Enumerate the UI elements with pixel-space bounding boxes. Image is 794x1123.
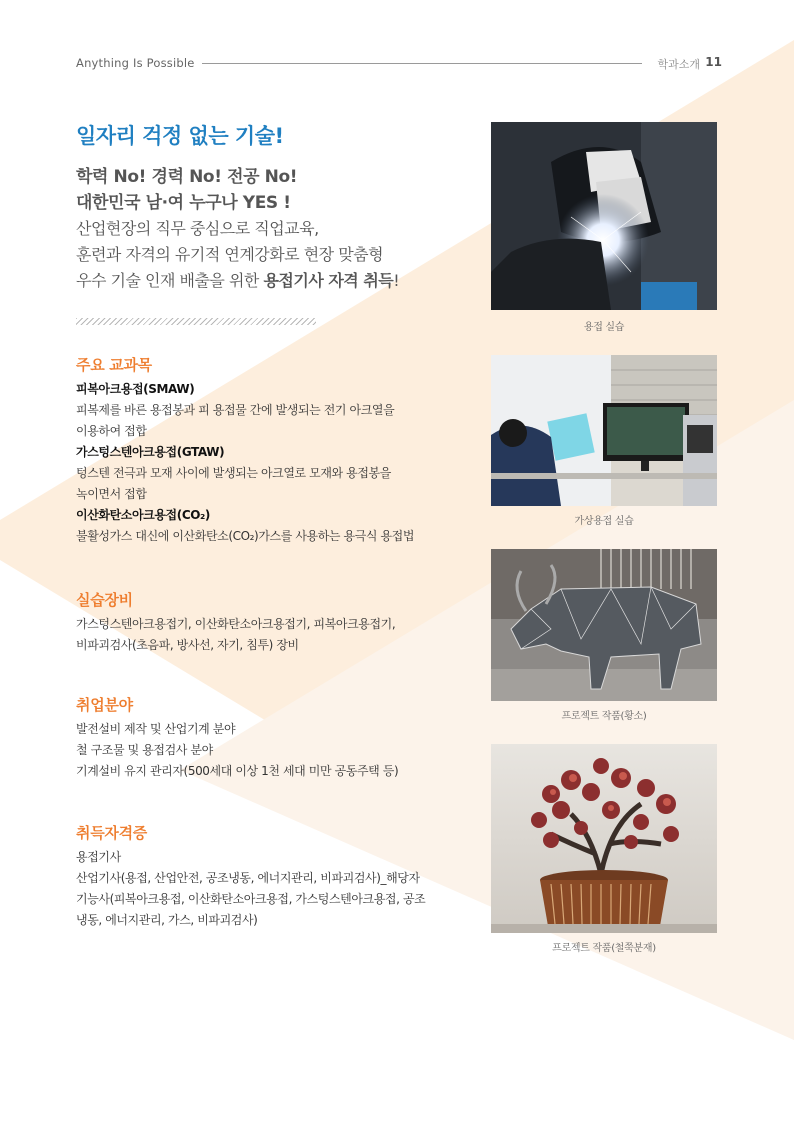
certificate-line-2: 산업기사(용접, 산업안전, 공조냉동, 에너지관리, 비파괴검사)_해당자 (76, 871, 420, 885)
intro-line-4: 훈련과 자격의 유기적 연계강화로 현장 맞춤형 (76, 245, 384, 264)
subject-name-smaw: 피복아크용접(SMAW) (76, 382, 195, 396)
brand-text: Anything Is Possible (76, 56, 195, 70)
subject-desc-gtaw-2: 녹이면서 접합 (76, 487, 147, 501)
caption-bull-sculpture: 프로젝트 작품(황소) (561, 711, 647, 722)
equipment-line-1: 가스텅스텐아크용접기, 이산화탄소아크용접기, 피복아크용접기, (76, 617, 396, 631)
certificates-section (76, 822, 466, 931)
subject-name-gtaw: 가스텅스텐아크용접(GTAW) (76, 445, 225, 459)
subject-desc-co2: 불활성가스 대신에 이산화탄소(CO₂)가스를 사용하는 용극식 용접법 (76, 529, 415, 543)
intro-line-5 (76, 268, 476, 294)
photo-virtual-welding (491, 355, 717, 506)
intro-block (76, 164, 476, 294)
section-label: 학과소개 (657, 58, 700, 71)
equipment-title: 실습장비 (76, 591, 133, 609)
subjects-title: 주요 교과목 (76, 356, 152, 374)
photo-welding-practice (491, 122, 717, 310)
intro-line-2: 대한민국 남·여 누구나 YES ! (76, 193, 291, 213)
equipment-section (76, 589, 466, 656)
employment-line-2: 철 구조물 및 용접검사 분야 (76, 743, 213, 757)
employment-section (76, 694, 466, 782)
subject-desc-smaw-2: 이용하여 접합 (76, 424, 147, 438)
certificate-line-4: 냉동, 에너지관리, 가스, 비파괴검사) (76, 913, 258, 927)
header-divider (202, 63, 642, 64)
certificates-title: 취득자격증 (76, 824, 147, 842)
employment-line-1: 발전설비 제작 및 산업기계 분야 (76, 722, 236, 736)
employment-line-3: 기계설비 유지 관리자(500세대 이상 1천 세대 미만 공동주택 등) (76, 764, 399, 778)
certificate-line-3: 기능사(피복아크용접, 이산화탄소아크용접, 가스텅스텐아크용접, 공조 (76, 892, 426, 906)
intro-line-5-end: ! (393, 271, 400, 290)
intro-line-1: 학력 No! 경력 No! 전공 No! (76, 167, 298, 187)
caption-azalea-bonsai: 프로젝트 작품(철쭉분재) (552, 943, 656, 954)
intro-line-3: 산업현장의 직무 중심으로 직업교육, (76, 219, 319, 238)
subject-desc-smaw-1: 피복제를 바른 용접봉과 피 용접물 간에 발생되는 전기 아크열을 (76, 403, 395, 417)
employment-title: 취업분야 (76, 696, 133, 714)
intro-line-5-text: 우수 기술 인재 배출을 위한 (76, 271, 264, 290)
page-header (76, 56, 722, 72)
hatch-divider (76, 318, 316, 325)
intro-line-5-highlight: 용접기사 자격 취득 (263, 271, 394, 290)
photo-azalea-bonsai (491, 744, 717, 933)
subject-name-co2: 이산화탄소아크용접(CO₂) (76, 508, 210, 522)
subjects-section (76, 354, 466, 547)
certificate-line-1: 용접기사 (76, 850, 121, 864)
caption-welding-practice: 용접 실습 (583, 322, 625, 333)
equipment-line-2: 비파괴검사(초음파, 방사선, 자기, 침투) 장비 (76, 638, 299, 652)
page-title: 일자리 걱정 없는 기술! (76, 124, 284, 148)
photo-bull-sculpture (491, 549, 717, 701)
subject-desc-gtaw-1: 텅스텐 전극과 모재 사이에 발생되는 아크열로 모재와 용접봉을 (76, 466, 391, 480)
page-number: 11 (705, 55, 722, 69)
caption-virtual-welding: 가상용접 실습 (574, 516, 634, 527)
